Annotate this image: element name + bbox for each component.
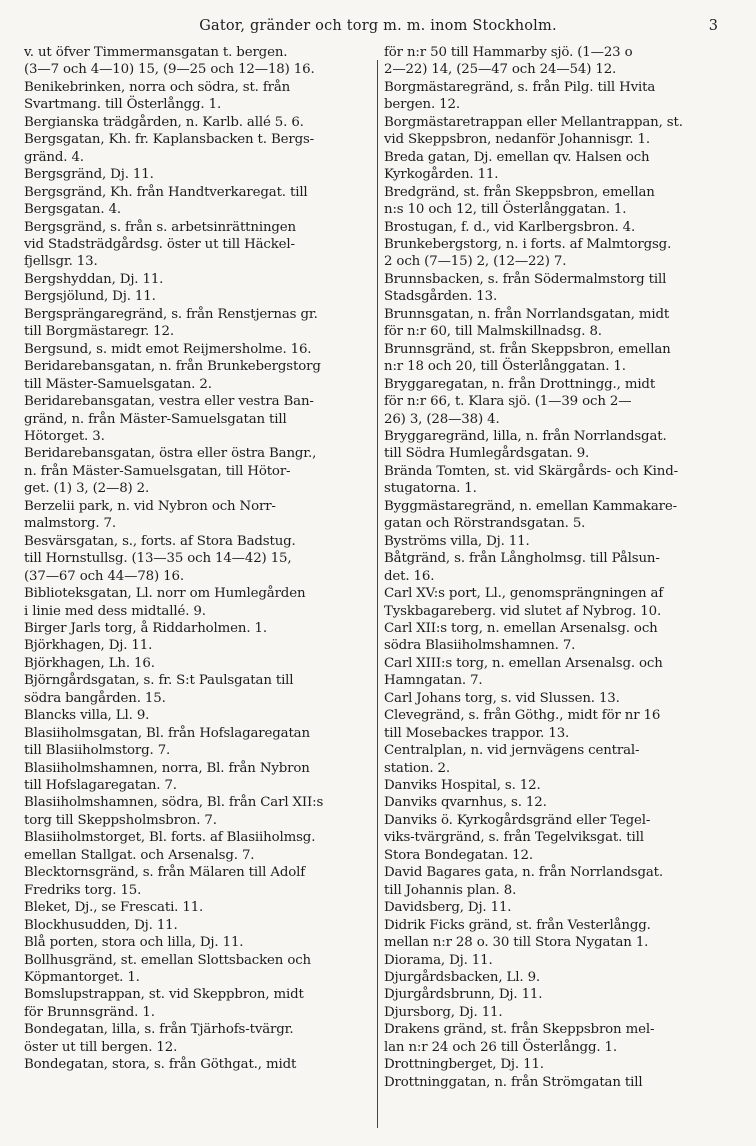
entry-line: Tyskbagareberg. vid slutet af Nybrog. 10.	[384, 603, 662, 619]
index-entry	[384, 1056, 734, 1073]
index-entry	[384, 655, 734, 690]
entry-line: för Brunnsgränd. 1.	[24, 1004, 155, 1020]
entry-line: stugatorna. 1.	[384, 481, 477, 497]
entry-line: Beridarebansgatan, östra eller östra Bangr.,	[24, 446, 317, 462]
index-entry	[384, 236, 734, 271]
entry-line: Carl Johans torg, s. vid Slussen. 13.	[384, 690, 620, 706]
entry-line: Bergsgränd, s. från s. arbetsinrättningen	[24, 219, 296, 235]
entry-line: bergen. 12.	[384, 97, 460, 113]
entry-line: Bryggaregatan, n. från Drottningg., midt	[384, 376, 656, 392]
entry-line: gränd. 4.	[24, 149, 84, 165]
entry-line: Björkhagen, Dj. 11.	[24, 638, 153, 654]
entry-line: viks-tvärgränd, s. från Tegelviksgat. till	[384, 830, 644, 846]
index-entry	[384, 707, 734, 742]
index-entry	[24, 760, 372, 795]
entry-line: södra bangården. 15.	[24, 690, 166, 706]
index-entry	[24, 288, 372, 305]
index-entry	[24, 1056, 372, 1073]
entry-line: Diorama, Dj. 11.	[384, 952, 493, 968]
entry-line: Brunkebergstorg, n. i forts. af Malmtorgsg.	[384, 236, 672, 252]
index-entry	[24, 899, 372, 916]
entry-line: Hötorget. 3.	[24, 428, 105, 444]
entry-line: Besvärsgatan, s., forts. af Stora Badstug.	[24, 533, 296, 549]
index-entry	[384, 794, 734, 811]
index-entry	[24, 952, 372, 987]
entry-line: Stadsgården. 13.	[384, 289, 498, 305]
entry-line: Brunnsgränd, st. från Skeppsbron, emellan	[384, 341, 671, 357]
index-entry	[24, 306, 372, 341]
entry-line: Bomslupstrappan, st. vid Skeppbron, midt	[24, 987, 304, 1003]
index-entry	[384, 620, 734, 655]
entry-line: (37—67 och 44—78) 16.	[24, 568, 184, 584]
entry-line: till Hofslagaregatan. 7.	[24, 778, 177, 794]
index-entry	[24, 533, 372, 585]
entry-line: i linie med dess midtallé. 9.	[24, 603, 206, 619]
entry-line: Blasiiholmshamnen, norra, Bl. från Nybron	[24, 760, 310, 776]
entry-line: Drakens gränd, st. från Skeppsbron mel-	[384, 1022, 655, 1038]
entry-line: Danviks Hospital, s. 12.	[384, 778, 541, 794]
entry-line: Bondegatan, stora, s. från Göthgat., midt	[24, 1057, 297, 1073]
entry-line: Borgmästaregränd, s. från Pilg. till Hvita	[384, 79, 656, 95]
entry-line: till Blasiiholmstorg. 7.	[24, 743, 171, 759]
page-title: Gator, gränder och torg m. m. inom Stockholm.	[199, 18, 557, 34]
entry-line: Stora Bondegatan. 12.	[384, 847, 533, 863]
entry-line: Blasiiholmstorget, Bl. forts. af Blasiiholmsg.	[24, 830, 316, 846]
index-entry	[24, 219, 372, 271]
entry-line: emellan Stallgat. och Arsenalsg. 7.	[24, 847, 255, 863]
left-column	[24, 44, 372, 1136]
index-entry	[24, 79, 372, 114]
entry-line: Djurgårdsbacken, Ll. 9.	[384, 970, 540, 986]
entry-line: Beridarebansgatan, vestra eller vestra Ban-	[24, 394, 314, 410]
entry-line: Carl XII:s torg, n. emellan Arsenalsg. och	[384, 620, 658, 636]
entry-line: Berzelii park, n. vid Nybron och Norr-	[24, 498, 276, 514]
entry-line: Djurgårdsbrunn, Dj. 11.	[384, 987, 543, 1003]
entry-line: v. ut öfver Timmermansgatan t. bergen.	[24, 45, 288, 60]
index-entry	[24, 829, 372, 864]
entry-line: Didrik Ficks gränd, st. från Vesterlångg.	[384, 917, 651, 933]
entry-line: Brostugan, f. d., vid Karlbergsbron. 4.	[384, 219, 636, 235]
entry-line: Bollhusgränd, st. emellan Slottsbacken och	[24, 952, 311, 968]
entry-line: n:s 10 och 12, till Österlånggatan. 1.	[384, 202, 627, 218]
entry-line: Bergsjölund, Dj. 11.	[24, 289, 156, 305]
index-entry	[384, 864, 734, 899]
entry-line: Bergianska trädgården, n. Karlb. allé 5. 6.	[24, 114, 304, 130]
entry-line: torg till Skeppsholmsbron. 7.	[24, 812, 217, 828]
index-entry	[24, 445, 372, 497]
entry-line: 2 och (7—15) 2, (12—22) 7.	[384, 254, 567, 270]
entry-line: station. 2.	[384, 760, 450, 776]
entry-line: 26) 3, (28—38) 4.	[384, 411, 500, 427]
entry-line: Kyrkogården. 11.	[384, 167, 499, 183]
entry-line: Borgmästaretrappan eller Mellantrappan, st.	[384, 114, 683, 130]
page-number: 3	[708, 18, 718, 34]
entry-line: Bredgränd, st. från Skeppsbron, emellan	[384, 184, 655, 200]
entry-line: Beridarebansgatan, n. från Brunkebergstorg	[24, 359, 321, 375]
index-entry	[24, 794, 372, 829]
entry-line: Clevegränd, s. från Göthg., midt för nr 16	[384, 708, 661, 724]
index-entry	[384, 376, 734, 428]
column-divider	[377, 60, 378, 1128]
index-entry	[24, 725, 372, 760]
entry-line: Köpmantorget. 1.	[24, 970, 140, 986]
entry-line: Blecktornsgränd, s. från Mälaren till Adolf	[24, 865, 306, 881]
entry-line: Carl XV:s port, Ll., genomsprängningen af	[384, 586, 664, 602]
index-entry	[24, 620, 372, 637]
index-entry	[384, 341, 734, 376]
index-entry	[384, 306, 734, 341]
index-entry	[24, 707, 372, 724]
entry-line: n:r 18 och 20, till Österlånggatan. 1.	[384, 359, 626, 375]
entry-line: fjellsgr. 13.	[24, 254, 98, 270]
index-entry	[24, 585, 372, 620]
entry-line: Byströms villa, Dj. 11.	[384, 533, 530, 549]
entry-line: Båtgränd, s. från Långholmsg. till Pålsun-	[384, 551, 660, 567]
index-entry	[24, 1021, 372, 1056]
entry-line: Svartmang. till Österlångg. 1.	[24, 97, 222, 113]
entry-line: Biblioteksgatan, Ll. norr om Humlegården	[24, 586, 306, 602]
entry-line: Bergshyddan, Dj. 11.	[24, 271, 164, 287]
index-entry	[384, 917, 734, 952]
entry-line: vid Skeppsbron, nedanför Johannisgr. 1.	[384, 132, 650, 148]
entry-line: Bergsgränd, Dj. 11.	[24, 167, 154, 183]
index-entry	[384, 184, 734, 219]
index-entry	[24, 131, 372, 166]
index-entry	[384, 44, 734, 79]
index-entry	[24, 271, 372, 288]
index-entry	[384, 498, 734, 533]
entry-line: Carl XIII:s torg, n. emellan Arsenalsg. och	[384, 655, 663, 671]
entry-line: till Mosebackes trappor. 13.	[384, 725, 570, 741]
index-entry	[384, 899, 734, 916]
index-entry	[384, 1004, 734, 1021]
entry-line: Björngårdsgatan, s. fr. S:t Paulsgatan till	[24, 673, 294, 689]
index-entry	[24, 393, 372, 445]
index-entry	[384, 777, 734, 794]
index-entry	[384, 428, 734, 463]
entry-line: Centralplan, n. vid jernvägens central-	[384, 743, 640, 759]
entry-line: Djursborg, Dj. 11.	[384, 1004, 503, 1020]
entry-line: gränd, n. från Mäster-Samuelsgatan till	[24, 411, 287, 427]
entry-line: Bergsgatan. 4.	[24, 202, 121, 218]
entry-line: Danviks qvarnhus, s. 12.	[384, 795, 547, 811]
entry-line: David Bagares gata, n. från Norrlandsgat.	[384, 865, 663, 881]
index-entry	[384, 952, 734, 969]
entry-line: malmstorg. 7.	[24, 516, 116, 532]
entry-line: Bergsgatan, Kh. fr. Kaplansbacken t. Bergs-	[24, 132, 315, 148]
index-entry	[24, 672, 372, 707]
entry-line: Bergsprängaregränd, s. från Renstjernas gr.	[24, 306, 318, 322]
entry-line: Drottninggatan, n. från Strömgatan till	[384, 1074, 643, 1090]
index-entry	[384, 1074, 734, 1091]
entry-line: Danviks ö. Kyrkogårdsgränd eller Tegel-	[384, 812, 651, 828]
index-entry	[384, 219, 734, 236]
entry-line: Bryggaregränd, lilla, n. från Norrlandsgat.	[384, 428, 667, 444]
entry-line: Hamngatan. 7.	[384, 673, 483, 689]
index-entry	[384, 969, 734, 986]
entry-line: Bleket, Dj., se Frescati. 11.	[24, 900, 204, 916]
entry-line: för n:r 60, till Malmskillnadsg. 8.	[384, 324, 602, 340]
entry-line: till Mäster-Samuelsgatan. 2.	[24, 376, 212, 392]
entry-line: Björkhagen, Lh. 16.	[24, 655, 155, 671]
index-entry	[24, 917, 372, 934]
index-entry	[24, 114, 372, 131]
entry-line: för n:r 66, t. Klara sjö. (1—39 och 2—	[384, 394, 632, 410]
index-entry	[384, 79, 734, 114]
entry-line: för n:r 50 till Hammarby sjö. (1—23 o	[384, 45, 633, 60]
index-entry	[24, 934, 372, 951]
index-entry	[384, 690, 734, 707]
index-entry	[384, 271, 734, 306]
index-entry	[384, 463, 734, 498]
page-header	[24, 18, 732, 42]
entry-line: (3—7 och 4—10) 15, (9—25 och 12—18) 16.	[24, 62, 315, 78]
entry-line: vid Stadsträdgårdsg. öster ut till Häckel-	[24, 236, 295, 252]
entry-line: Brunnsgatan, n. från Norrlandsgatan, midt	[384, 306, 670, 322]
entry-line: get. (1) 3, (2—8) 2.	[24, 481, 150, 497]
entry-line: lan n:r 24 och 26 till Österlångg. 1.	[384, 1039, 617, 1055]
entry-line: Bondegatan, lilla, s. från Tjärhofs-tvärgr.	[24, 1022, 294, 1038]
index-entry	[384, 986, 734, 1003]
index-entry	[24, 166, 372, 183]
entry-line: Brunnsbacken, s. från Södermalmstorg till	[384, 271, 667, 287]
index-entry	[24, 341, 372, 358]
entry-line: till Södra Humlegårdsgatan. 9.	[384, 446, 590, 462]
index-entry	[384, 533, 734, 550]
entry-line: 2—22) 14, (25—47 och 24—54) 12.	[384, 62, 617, 78]
entry-line: Breda gatan, Dj. emellan qv. Halsen och	[384, 149, 650, 165]
index-entry	[24, 637, 372, 654]
entry-line: Birger Jarls torg, å Riddarholmen. 1.	[24, 620, 267, 636]
index-entry	[24, 498, 372, 533]
entry-line: Davidsberg, Dj. 11.	[384, 900, 512, 916]
entry-line: Drottningberget, Dj. 11.	[384, 1057, 544, 1073]
index-entry	[384, 114, 734, 149]
index-entry	[24, 864, 372, 899]
entry-line: Blasiiholmshamnen, södra, Bl. från Carl XII:s	[24, 795, 324, 811]
index-entry	[24, 44, 372, 79]
entry-line: Blockhusudden, Dj. 11.	[24, 917, 178, 933]
entry-line: södra Blasiiholmshamnen. 7.	[384, 638, 576, 654]
index-entry	[384, 1021, 734, 1056]
index-entry	[384, 550, 734, 585]
index-entry	[24, 655, 372, 672]
entry-line: Blå porten, stora och lilla, Dj. 11.	[24, 935, 244, 951]
entry-line: till Johannis plan. 8.	[384, 882, 517, 898]
entry-line: öster ut till bergen. 12.	[24, 1039, 178, 1055]
entry-line: Blancks villa, Ll. 9.	[24, 708, 150, 724]
entry-line: Byggmästaregränd, n. emellan Kammakare-	[384, 498, 677, 514]
index-entry	[384, 812, 734, 864]
entry-line: gatan och Rörstrandsgatan. 5.	[384, 516, 586, 532]
entry-line: Benikebrinken, norra och södra, st. från	[24, 79, 291, 95]
entry-line: det. 16.	[384, 568, 435, 584]
entry-line: Fredriks torg. 15.	[24, 882, 142, 898]
right-column	[384, 44, 734, 1136]
entry-line: n. från Mäster-Samuelsgatan, till Hötor-	[24, 463, 291, 479]
entry-line: Blasiiholmsgatan, Bl. från Hofslagaregatan	[24, 725, 310, 741]
index-entry	[24, 986, 372, 1021]
index-entry	[384, 149, 734, 184]
entry-line: mellan n:r 28 o. 30 till Stora Nygatan 1.	[384, 935, 649, 951]
entry-line: till Borgmästaregr. 12.	[24, 324, 174, 340]
index-entry	[24, 358, 372, 393]
entry-line: Brända Tomten, st. vid Skärgårds- och Kind-	[384, 463, 678, 479]
entry-line: till Hornstullsg. (13—35 och 14—42) 15,	[24, 551, 292, 567]
index-entry	[384, 742, 734, 777]
entry-line: Bergsund, s. midt emot Reijmersholme. 16.	[24, 341, 312, 357]
entry-line: Bergsgränd, Kh. från Handtverkaregat. till	[24, 184, 308, 200]
index-entry	[24, 184, 372, 219]
index-entry	[384, 585, 734, 620]
